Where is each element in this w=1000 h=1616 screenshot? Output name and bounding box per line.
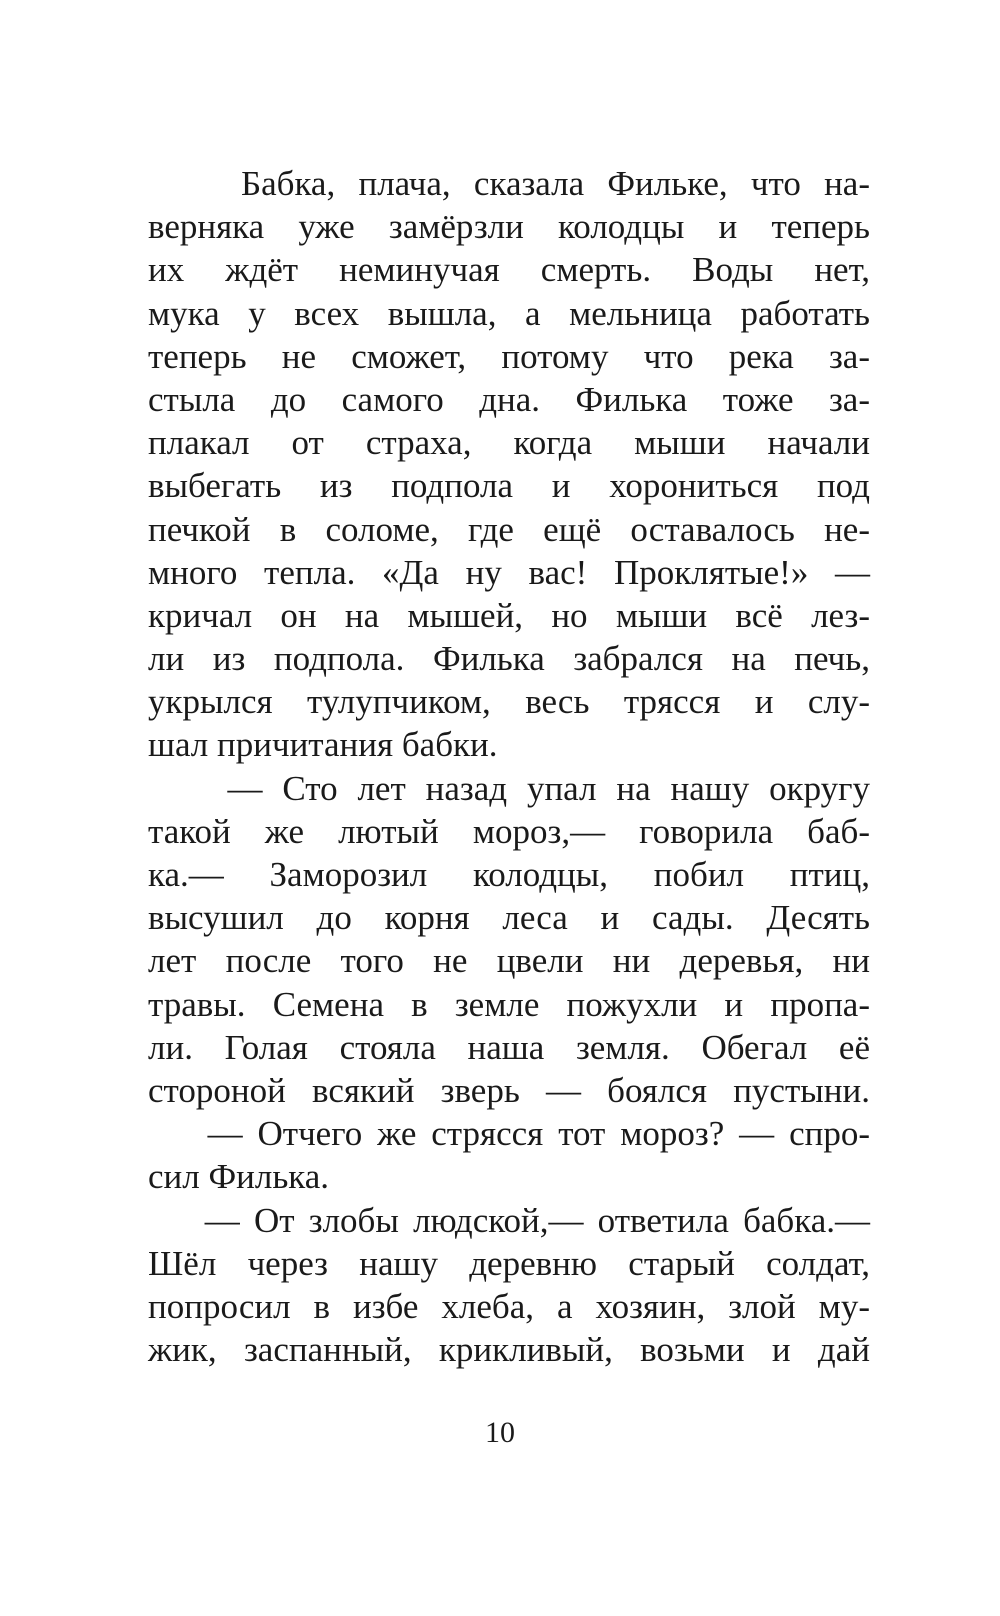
text-line: их ждёт неминучая смерть. Воды нет, [148,250,870,290]
text-line: много тепла. «Да ну вас! Проклятые!» — [148,552,870,592]
text-line: верняка уже замёрзли колодцы и теперь [148,207,870,247]
text-line: такой же лютый мороз,— говорила баб- [148,811,870,851]
text-line: укрылся тулупчиком, весь трясся и слу- [148,682,870,722]
text-line: печкой в соломе, где ещё оставалось не- [148,509,870,549]
text-line: плакал от страха, когда мыши начали [148,423,870,463]
text-line: сил Филька. [148,1157,330,1197]
text-line: — Сто лет назад упал на нашу округу [148,768,870,808]
text-line: высушил до корня леса и сады. Десять [148,898,870,938]
text-line: травы. Семена в земле пожухли и пропа- [148,984,870,1024]
text-line: Бабка, плача, сказала Фильке, что на- [148,164,870,203]
text-line: ка.— Заморозил колодцы, побил птиц, [148,855,870,894]
page-number: 10 [485,1416,515,1449]
text-line: стыла до самого дна. Филька тоже за- [148,379,870,419]
text-line: стороной всякий зверь — боялся пустыни. [148,1070,870,1110]
text-line: ли из подпола. Филька забрался на печь, [148,639,870,679]
text-line: теперь не сможет, потому что река за- [148,336,870,376]
text-line: мука у всех вышла, а мельница работать [148,293,870,333]
text-line: выбегать из подпола и хорониться под [148,466,870,506]
text-line: ли. Голая стояла наша земля. Обегал её [148,1027,870,1067]
text-line: — Отчего же стрясся тот мороз? — спро- [148,1114,870,1154]
text-line: кричал он на мышей, но мыши всё лез- [148,595,870,635]
text-line: Шёл через нашу деревню старый солдат, [148,1243,870,1283]
text-line: — От злобы людской,— ответила бабка.— [148,1200,870,1240]
text-line: попросил в избе хлеба, а хозяин, злой му- [148,1286,870,1326]
text-line: лет после того не цвели ни деревья, ни [148,941,870,981]
text-line: шал причитания бабки. [148,725,498,765]
body-text [148,162,870,1371]
text-line: жик, заспанный, крикливый, возьми и дай [148,1330,870,1370]
